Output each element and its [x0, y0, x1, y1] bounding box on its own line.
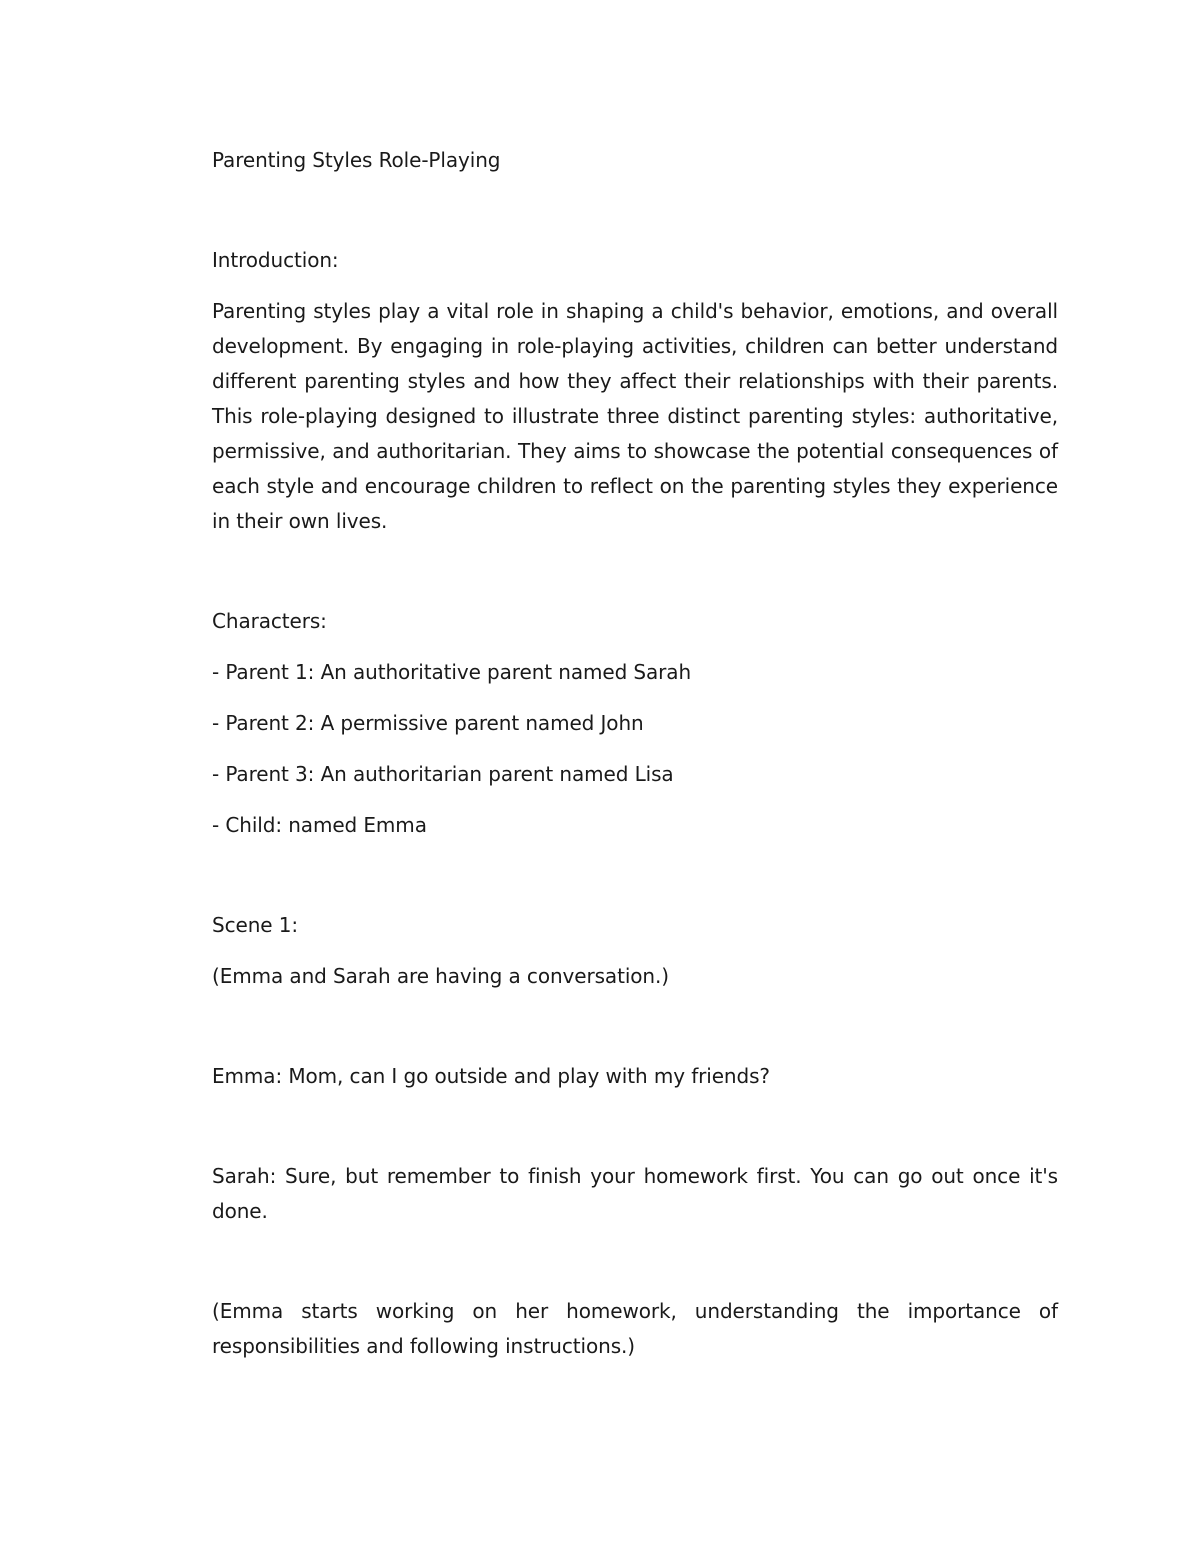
- scene1-stage-direction: (Emma and Sarah are having a conversation.): [212, 964, 669, 988]
- character-item-emma: - Child: named Emma: [212, 813, 427, 837]
- document-title: Parenting Styles Role-Playing: [212, 148, 501, 172]
- characters-heading: Characters:: [212, 609, 327, 633]
- character-item-john: - Parent 2: A permissive parent named John: [212, 711, 644, 735]
- scene1-closing-direction: (Emma starts working on her homework, understanding the importance of responsibilities and following instructions.): [212, 1299, 1058, 1358]
- scene1-heading: Scene 1:: [212, 913, 298, 937]
- character-item-lisa: - Parent 3: An authoritarian parent named Lisa: [212, 762, 674, 786]
- dialogue-line-sarah: Sarah: Sure, but remember to finish your homework first. You can go out once it's done.: [212, 1164, 1058, 1223]
- character-item-sarah: - Parent 1: An authoritative parent named Sarah: [212, 660, 692, 684]
- dialogue-line-emma: Emma: Mom, can I go outside and play with my friends?: [212, 1064, 770, 1088]
- introduction-heading: Introduction:: [212, 248, 339, 272]
- document-body: [212, 143, 1058, 1364]
- introduction-paragraph: Parenting styles play a vital role in shaping a child's behavior, emotions, and overall development. By engaging in role-playing activities, children can better understand different parenting styles and how they affect their relationships with their parents. This role-playing designed to illustrate three distinct parenting styles: authoritative, permissive, and authoritarian. They aims to showcase the potential consequences of each style and encourage children to reflect on the parenting styles they experience in their own lives.: [212, 299, 1058, 533]
